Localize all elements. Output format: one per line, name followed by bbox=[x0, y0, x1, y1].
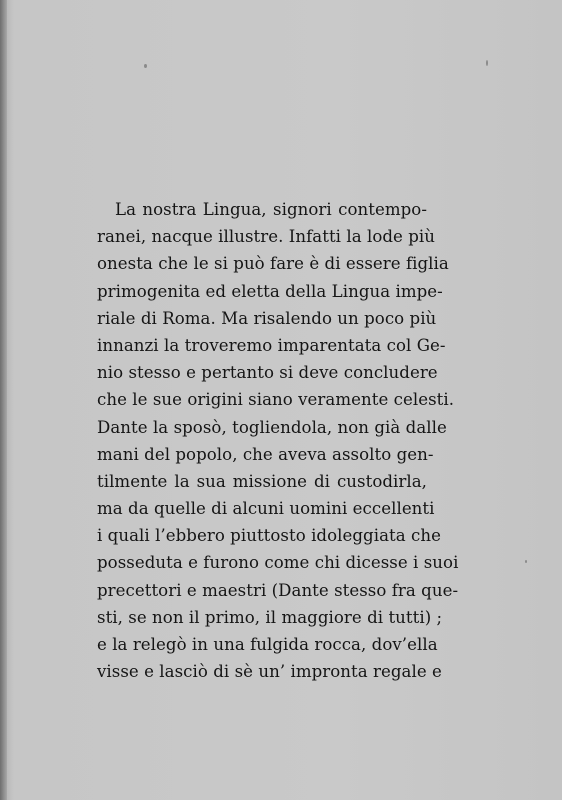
page-binding-edge bbox=[0, 0, 7, 800]
paragraph-line: i quali l’ebbero piuttosto idoleggiata che bbox=[97, 526, 441, 546]
paragraph-line: onesta che le si può fare è di essere figlia bbox=[97, 254, 449, 274]
paragraph-line: visse e lasciò di sè un’ impronta regale e bbox=[97, 662, 442, 682]
paper-speck bbox=[525, 560, 527, 563]
paragraph-line: primogenita ed eletta della Lingua impe- bbox=[97, 281, 443, 301]
paper-speck bbox=[144, 64, 147, 68]
paragraph-line: ma da quelle di alcuni uomini eccellenti bbox=[97, 499, 435, 519]
paragraph-line: che le sue origini siano veramente celesti. bbox=[97, 390, 455, 410]
paragraph-line: nio stesso e pertanto si deve concludere bbox=[97, 363, 438, 383]
paragraph-line: innanzi la troveremo imparentata col Ge- bbox=[97, 335, 446, 355]
paragraph-line: ranei, nacque illustre. Infatti la lode più bbox=[97, 227, 436, 247]
paragraph-line: mani del popolo, che aveva assolto gen- bbox=[97, 444, 434, 464]
body-paragraph bbox=[97, 196, 459, 685]
paragraph-line: riale di Roma. Ma risalendo un poco più bbox=[97, 308, 437, 328]
paragraph-line: precettori e maestri (Dante stesso fra que- bbox=[97, 580, 459, 600]
paragraph-line: Dante la sposò, togliendola, non già dalle bbox=[97, 417, 447, 437]
paragraph-line: sti, se non il primo, il maggiore di tutti) ; bbox=[97, 607, 443, 627]
paragraph-line: La nostra Lingua, signori contempo- bbox=[115, 200, 427, 219]
paragraph-line: posseduta e furono come chi dicesse i suoi bbox=[97, 553, 459, 573]
paragraph-line: tilmente la sua missione di custodirla, bbox=[97, 471, 427, 491]
paper-speck bbox=[486, 60, 488, 66]
paragraph-line: e la relegò in una fulgida rocca, dov’ella bbox=[97, 635, 438, 654]
